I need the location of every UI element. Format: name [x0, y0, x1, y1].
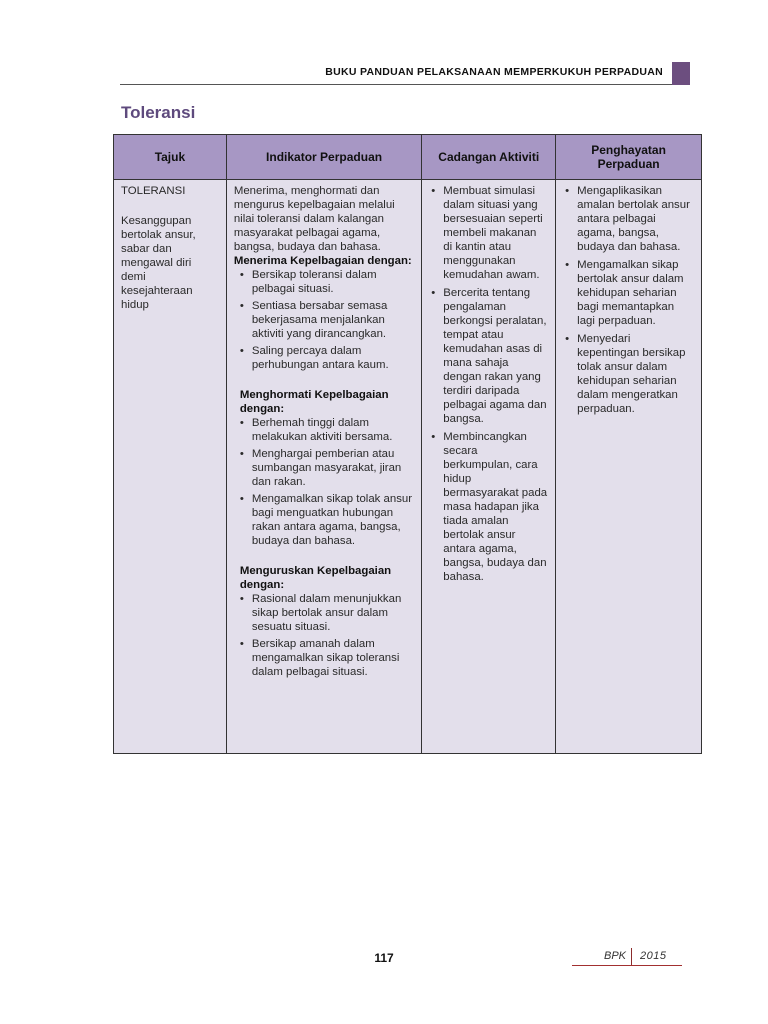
table-header-row: [114, 135, 702, 180]
cell-aktiviti: [422, 180, 556, 754]
list-item: • Menghargai pemberian atau sumbangan masyarakat, jiran dan rakan.: [239, 448, 402, 488]
list-item: • Sentiasa bersabar semasa bekerjasama menjalankan aktiviti yang dirancangkan.: [239, 300, 388, 340]
list-item: • Bersikap toleransi dalam pelbagai situasi.: [239, 269, 377, 295]
aktiviti-list: [429, 184, 548, 584]
group-heading: Menguruskan Kepelbagaian dengan:: [239, 565, 392, 591]
penghayatan-list: [563, 184, 694, 416]
list-item: • Bersikap amanah dalam mengamalkan sikap toleransi dalam pelbagai situasi.: [239, 638, 400, 678]
list-item: • Membuat simulasi dalam situasi yang bersesuaian seperti membeli makanan di kantin atau menggunakan kemudahan awam.: [431, 185, 543, 281]
page-number: 117: [374, 951, 394, 965]
section-title: Toleransi: [121, 103, 196, 122]
toleransi-table: [113, 134, 702, 754]
cell-penghayatan: [556, 180, 702, 754]
col-header-indikator: Indikator Perpaduan: [226, 135, 421, 180]
list-item: • Menyedari kepentingan bersikap tolak ansur dalam kehidupan seharian dalam mengeratkan perpaduan.: [565, 333, 686, 415]
footer-rule: [572, 965, 682, 966]
footer-year: 2015: [640, 950, 667, 962]
indikator-intro: Menerima, menghormati dan mengurus kepelbagaian melalui nilai toleransi dalam kalangan masyarakat pelbagai agama, bangsa, budaya dan bahasa.: [233, 185, 395, 253]
group-heading: Menerima Kepelbagaian dengan:: [233, 255, 412, 267]
list-item: • Mengaplikasikan amalan bertolak ansur antara pelbagai agama, bangsa, budaya dan bahasa.: [565, 185, 690, 253]
list-item: • Mengamalkan sikap bertolak ansur dalam kehidupan seharian bagi memantapkan lagi perpaduan.: [565, 259, 684, 327]
footer-brand: BPK: [604, 950, 627, 962]
group-heading: Menghormati Kepelbagaian dengan:: [239, 389, 389, 415]
header-accent-block: [672, 62, 690, 85]
cell-tajuk: [114, 180, 227, 754]
list-item: • Rasional dalam menunjukkan sikap bertolak ansur dalam sesuatu situasi.: [239, 593, 402, 633]
cell-indikator: [226, 180, 421, 754]
group-list: [234, 592, 414, 679]
tajuk-title: TOLERANSI: [121, 185, 186, 197]
group-list: [234, 416, 414, 548]
table-row: [114, 180, 702, 754]
col-header-tajuk: Tajuk: [114, 135, 227, 180]
header-rule: [120, 84, 672, 85]
tajuk-definition: Kesanggupan bertolak ansur, sabar dan mengawal diri demi kesejahteraan hidup: [121, 215, 196, 311]
running-header-title: BUKU PANDUAN PELAKSANAAN MEMPERKUKUH PERPADUAN: [325, 66, 663, 78]
footer-separator: [631, 948, 632, 965]
list-item: • Saling percaya dalam perhubungan antara kaum.: [239, 345, 389, 371]
list-item: • Mengamalkan sikap tolak ansur bagi menguatkan hubungan rakan antara agama, bangsa, budaya dan bahasa.: [239, 493, 413, 547]
list-item: • Membincangkan secara berkumpulan, cara hidup bermasyarakat pada masa hadapan jika tiada amalan bertolak ansur antara agama, bangsa, budaya dan bahasa.: [431, 431, 548, 583]
group-list: [234, 268, 414, 372]
col-header-penghayatan: Penghayatan Perpaduan: [556, 135, 702, 180]
list-item: • Bercerita tentang pengalaman berkongsi peralatan, tempat atau kemudahan asas di mana sahaja dengan rakan yang terdiri daripada pelbagai agama dan bangsa.: [431, 287, 547, 425]
list-item: • Berhemah tinggi dalam melakukan aktiviti bersama.: [239, 417, 393, 443]
col-header-aktiviti: Cadangan Aktiviti: [422, 135, 556, 180]
